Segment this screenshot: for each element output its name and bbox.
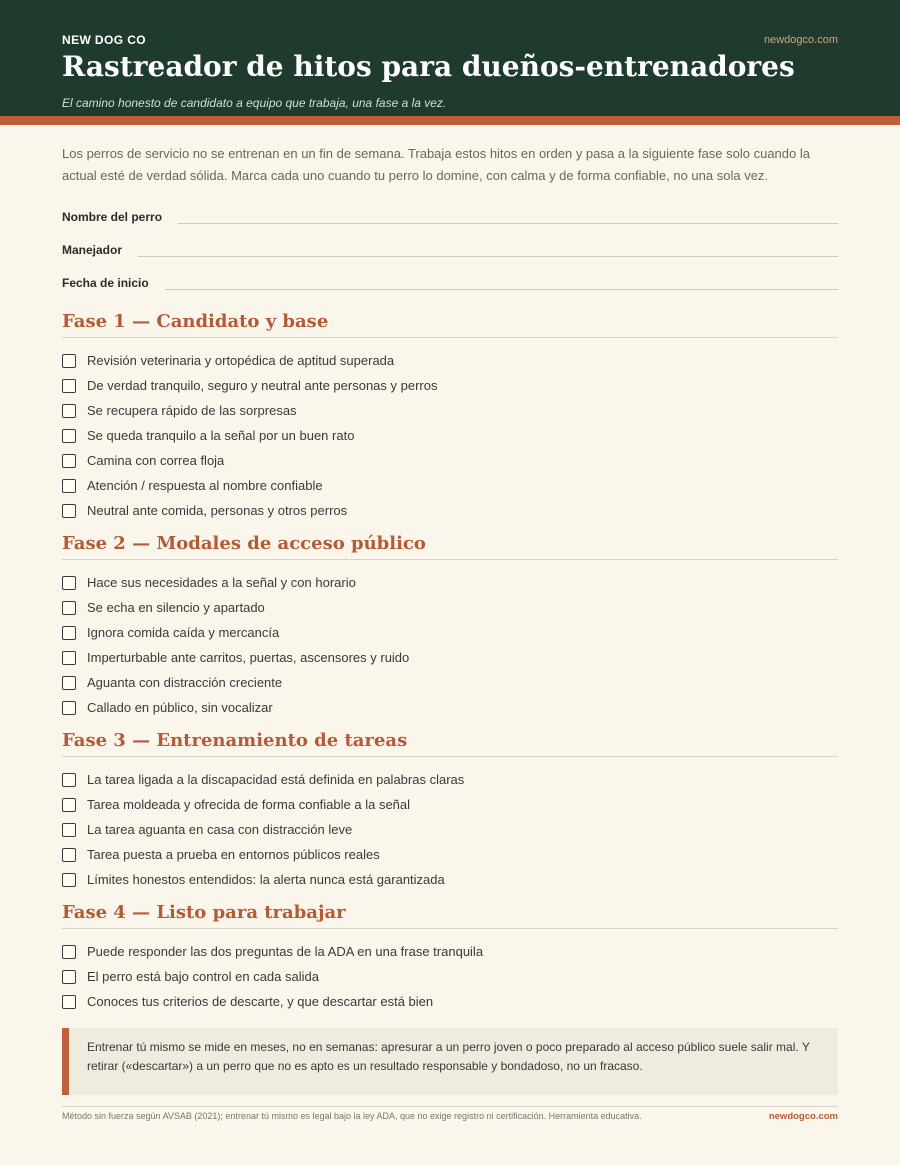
- checklist-item[interactable]: [62, 695, 838, 720]
- phase-2-title: Fase 2 — Modales de acceso público: [62, 533, 838, 560]
- phase-1-section: [62, 311, 838, 523]
- checkbox[interactable]: [62, 354, 76, 368]
- checklist-item-label: Atención / respuesta al nombre confiable: [87, 478, 323, 493]
- checkbox[interactable]: [62, 626, 76, 640]
- checklist-item-label: La tarea ligada a la discapacidad está definida en palabras claras: [87, 772, 465, 787]
- checklist-item-label: Callado en público, sin vocalizar: [87, 700, 273, 715]
- checklist-item[interactable]: [62, 473, 838, 498]
- checkbox[interactable]: [62, 601, 76, 615]
- brand-name: NEW DOG CO: [62, 33, 146, 47]
- checklist-item-label: Límites honestos entendidos: la alerta nunca está garantizada: [87, 872, 445, 887]
- checklist-item[interactable]: [62, 670, 838, 695]
- checklist-item-label: La tarea aguanta en casa con distracción leve: [87, 822, 353, 837]
- start-date-field: [62, 272, 838, 290]
- checkbox[interactable]: [62, 651, 76, 665]
- checkbox[interactable]: [62, 995, 76, 1009]
- checklist-item[interactable]: [62, 373, 838, 398]
- checklist-item-label: El perro está bajo control en cada salida: [87, 969, 319, 984]
- checklist-item[interactable]: [62, 348, 838, 373]
- phase-2-section: [62, 533, 838, 720]
- site-link[interactable]: newdogco.com: [764, 34, 838, 46]
- checkbox[interactable]: [62, 945, 76, 959]
- intro-text: Los perros de servicio no se entrenan en un fin de semana. Trabaja estos hitos en orden y pasa a la siguiente fase solo cuando la actual esté de verdad sólida. Marca cada uno cuando tu perro lo domine, con calma y de forma confiable, no una sola vez.: [62, 146, 810, 183]
- checklist-item[interactable]: [62, 817, 838, 842]
- checklist-item-label: Revisión veterinaria y ortopédica de aptitud superada: [87, 353, 395, 368]
- checklist-item-label: Conoces tus criterios de descarte, y que descartar está bien: [87, 994, 434, 1009]
- page-title: Rastreador de hitos para dueños-entrenadores: [62, 50, 795, 83]
- checklist-item-label: Se echa en silencio y apartado: [87, 600, 265, 615]
- checklist-item[interactable]: [62, 939, 838, 964]
- checklist-item-label: Neutral ante comida, personas y otros perros: [87, 503, 348, 518]
- dog-name-field: [62, 206, 838, 224]
- page-subtitle: El camino honesto de candidato a equipo que trabaja, una fase a la vez.: [62, 96, 447, 110]
- phase-4-section: [62, 902, 838, 1014]
- checklist-item-label: De verdad tranquilo, seguro y neutral ante personas y perros: [87, 378, 438, 393]
- checklist-item[interactable]: [62, 645, 838, 670]
- handler-label: Manejador: [62, 243, 123, 257]
- phase-2-checklist: [62, 570, 838, 720]
- checklist-item[interactable]: [62, 595, 838, 620]
- dog-name-label: Nombre del perro: [62, 210, 163, 224]
- checkbox[interactable]: [62, 873, 76, 887]
- phase-1-checklist: [62, 348, 838, 523]
- checklist-item[interactable]: [62, 767, 838, 792]
- phase-3-title: Fase 3 — Entrenamiento de tareas: [62, 730, 838, 757]
- checklist-item-label: Aguanta con distracción creciente: [87, 675, 283, 690]
- checkbox[interactable]: [62, 429, 76, 443]
- checklist-item[interactable]: [62, 792, 838, 817]
- checklist-item[interactable]: [62, 964, 838, 989]
- checklist-item-label: Se recupera rápido de las sorpresas: [87, 403, 297, 418]
- checklist-item-label: Camina con correa floja: [87, 453, 225, 468]
- handler-field: [62, 239, 838, 257]
- checkbox[interactable]: [62, 701, 76, 715]
- checklist-item[interactable]: [62, 570, 838, 595]
- footer: [62, 1106, 838, 1122]
- checklist-item[interactable]: [62, 423, 838, 448]
- phase-4-checklist: [62, 939, 838, 1014]
- checkbox[interactable]: [62, 798, 76, 812]
- checkbox[interactable]: [62, 479, 76, 493]
- start-date-label: Fecha de inicio: [62, 276, 149, 290]
- checklist-item-label: Imperturbable ante carritos, puertas, ascensores y ruido: [87, 650, 410, 665]
- callout-note: Entrenar tú mismo se mide en meses, no en semanas: apresurar a un perro joven o poco preparado al acceso público suele salir mal. Y retirar («descartar») a un perro que no es apto es un resultado responsable y bondadoso, no un fracaso.: [62, 1028, 838, 1095]
- checklist-item-label: Puede responder las dos preguntas de la ADA en una frase tranquila: [87, 944, 484, 959]
- checklist-item[interactable]: [62, 989, 838, 1014]
- checklist-item-label: Tarea puesta a prueba en entornos públicos reales: [87, 847, 380, 862]
- checkbox[interactable]: [62, 676, 76, 690]
- footer-disclaimer: Método sin fuerza según AVSAB (2021); entrenar tú mismo es legal bajo la ley ADA, que no exige registro ni certificación. Herramienta educativa.: [62, 1111, 642, 1121]
- checklist-item-label: Se queda tranquilo a la señal por un buen rato: [87, 428, 355, 443]
- checkbox[interactable]: [62, 379, 76, 393]
- dog-name-input-line[interactable]: [178, 211, 838, 224]
- start-date-input-line[interactable]: [165, 277, 838, 290]
- phase-4-title: Fase 4 — Listo para trabajar: [62, 902, 838, 929]
- footer-link[interactable]: newdogco.com: [768, 1111, 838, 1122]
- checklist-item-label: Tarea moldeada y ofrecida de forma confiable a la señal: [87, 797, 411, 812]
- checkbox[interactable]: [62, 773, 76, 787]
- checklist-item-label: Hace sus necesidades a la señal y con horario: [87, 575, 356, 590]
- checkbox[interactable]: [62, 504, 76, 518]
- checklist-item[interactable]: [62, 620, 838, 645]
- phase-3-section: [62, 730, 838, 892]
- header: [0, 0, 900, 125]
- handler-input-line[interactable]: [138, 244, 838, 257]
- checkbox[interactable]: [62, 404, 76, 418]
- checkbox[interactable]: [62, 454, 76, 468]
- checkbox[interactable]: [62, 970, 76, 984]
- checkbox[interactable]: [62, 823, 76, 837]
- main-content: [62, 125, 838, 1095]
- checklist-item[interactable]: [62, 448, 838, 473]
- phase-1-title: Fase 1 — Candidato y base: [62, 311, 838, 338]
- checklist-item[interactable]: [62, 498, 838, 523]
- phase-3-checklist: [62, 767, 838, 892]
- checkbox[interactable]: [62, 848, 76, 862]
- checklist-item[interactable]: [62, 398, 838, 423]
- checklist-item[interactable]: [62, 867, 838, 892]
- checkbox[interactable]: [62, 576, 76, 590]
- checklist-item-label: Ignora comida caída y mercancía: [87, 625, 280, 640]
- checklist-item[interactable]: [62, 842, 838, 867]
